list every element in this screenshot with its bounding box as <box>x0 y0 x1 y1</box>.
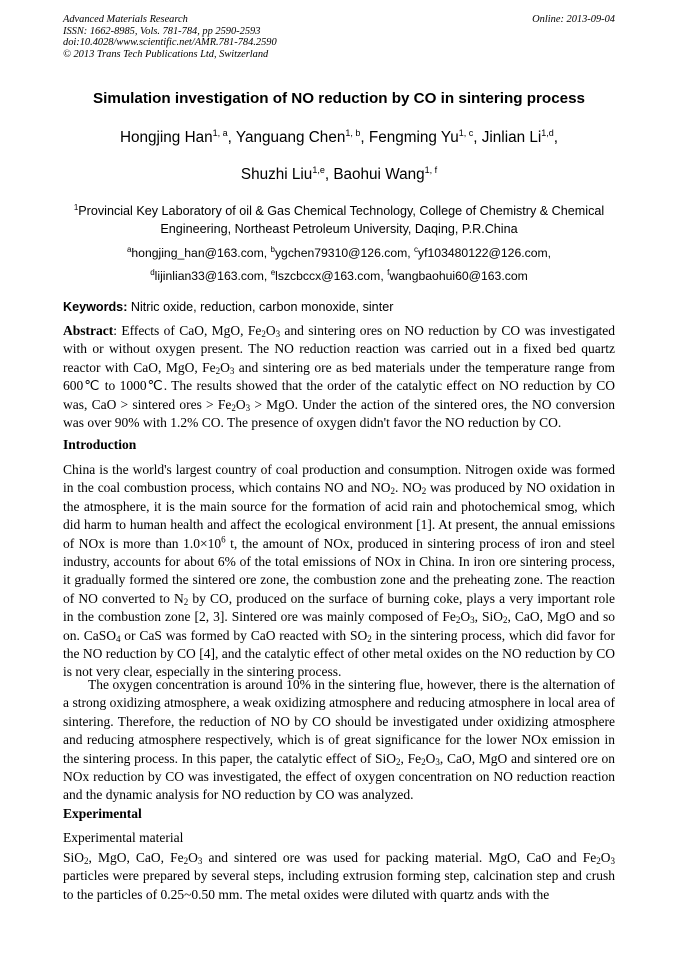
author-affiliation-mark: 1,e <box>312 164 325 175</box>
abstract-label: Abstract <box>63 323 114 338</box>
email-b: ygchen79310@126.com, <box>274 246 411 260</box>
section-heading-experimental: Experimental <box>63 806 142 821</box>
keywords-text: Nitric oxide, reduction, carbon monoxide, sinter <box>130 300 394 314</box>
author-affiliation-mark: 1, c <box>458 127 474 138</box>
email-line-2: $^d$lijinlian33@163.com, $^e$lszcbccx@163.com, $^f$wangbaohui60@163.com <box>150 267 528 283</box>
experimental-paragraph: SiO$_2$, MgO, CaO, $Fe_2O_3$ and sintered ore was used for packing material. MgO, CaO and $Fe_2O_3$ particles were prepared by several steps, including extrusion forming step, calcination step and crush to the particles of 0.25~0.50 mm. The metal oxides were diluted with quartz ands with the <box>63 850 615 902</box>
doi-line: doi:10.4028/www.scientific.net/AMR.781-784.2590 <box>63 37 277 49</box>
copyright-line: © 2013 Trans Tech Publications Ltd, Switzerland <box>63 48 269 60</box>
affiliation-line-2: Engineering, Northeast Petroleum University, Daqing, P.R.China <box>160 222 518 236</box>
email-d: lijinlian33@163.com, <box>154 269 268 283</box>
online-date: Online: 2013-09-04 <box>532 14 615 25</box>
email-line-1: $^a$hongjing_han@163.com, $^b$ygchen79310@126.com, $^c$yf103480122@126.com, <box>126 244 552 260</box>
email-a: hongjing_han@163.com, <box>131 246 268 260</box>
issn-line: ISSN: 1662-8985, Vols. 781-784, pp 2590-2593 <box>63 25 261 37</box>
journal-name: Advanced Materials Research <box>63 14 188 25</box>
paper-title: Simulation investigation of NO reduction by CO in sintering process <box>93 90 585 107</box>
author-name: Hongjing Han <box>119 129 213 146</box>
author-affiliation-mark: 1,d <box>541 127 554 138</box>
email-e: lszcbccx@163.com, <box>275 269 384 283</box>
author-affiliation-mark: 1, a <box>212 127 228 138</box>
author-affiliation-mark: 1, b <box>345 127 361 138</box>
keywords-label: Keywords: <box>63 300 128 314</box>
author-name: Fengming Yu <box>368 129 459 146</box>
author-name: Baohui Wang <box>333 166 425 183</box>
journal-header <box>63 14 277 60</box>
author-name: Shuzhi Liu <box>240 166 313 183</box>
author-name: Yanguang Chen <box>235 129 346 146</box>
affiliation-line-1: Provincial Key Laboratory of oil & Gas Chemical Technology, College of Chemistry & Chemical <box>78 204 605 218</box>
introduction-paragraph-1: China is the world's largest country of coal production and consumption. Nitrogen oxide was formed in the coal combustion process, which contains NO and $NO_2$. $NO_2$ was produced by NO oxidation in the atmosphere, it is the main source for the formation of acid rain and photochemical smog, which did harm to human health and affect the ecological environment [1]. At present, the annual emissions of NOx is more than $1.0\times 10^6$ t, the amount of NOx, produced in sintering process of iron and steel industry, accounts for about 6% of the total emissions of NOx in China. In iron ore sintering process, it gradually formed the sintered ore zone, the combustion zone and the preheating zone. The reaction of NO converted to $N_2$ by CO, produced on the surface of burning coke, plays a very important role in the combustion zone [2, 3]. Sintered ore was mainly composed of $Fe_2O_3$, SiO$_2$, CaO, MgO and so on. CaSO$_4$ or CaS was formed by CaO reacted with $SO_2$ in the sintering process, which did favor for the NO reduction by CO [4], and the catalytic effect of other metal oxides on the NO reduction by CO is not very clear, especially in the sintering process. <box>63 462 616 680</box>
section-heading-introduction: Introduction <box>63 437 137 452</box>
keywords <box>63 300 615 314</box>
email-f: wangbaohui60@163.com <box>389 269 528 283</box>
abstract-paragraph: Abstract: Effects of CaO, MgO, $Fe_2O_3$ and sintering ores on NO reduction by CO was investigated with or without oxygen present. The NO reduction reaction was carried out in a fixed bed quartz reactor with CaO, MgO, $Fe_2O_3$ and sintering ore as bed materials under the temperature range from 600℃ to 1000℃. The results showed that the order of the catalytic effect on NO reduction by CO was, CaO > sintered ores > $Fe_2O_3$ > MgO. Under the action of the sintered ores, the NO conversion was over 90% with 1.2% CO. The presence of oxygen didn't favor the NO reduction by CO. <box>63 323 616 431</box>
author-affiliation-mark: 1, f <box>424 164 438 175</box>
introduction-paragraph-2: The oxygen concentration is around 10% in the sintering flue, however, there is the alternation of a strong oxidizing atmosphere, a weak oxidizing atmosphere and reducing atmosphere in local area of sintering. Therefore, the reduction of NO by CO should be investigated under oxidizing atmosphere and reducing atmosphere respectively, which is of great significance for the lower NOx emission in the sintering process. In this paper, the catalytic effect of SiO$_2$, $Fe_2O_3$, CaO, MgO and sintered ore on NOx reduction by CO was investigated, the effect of oxygen concentration on NO reduction reaction and the dynamic analysis for NO reduction by CO was analyzed. <box>63 677 616 803</box>
affiliation <box>0 202 678 238</box>
author-line-2: Shuzhi Liu$^{1,e}$, Baohui Wang$^{1, f}$ <box>240 164 438 183</box>
author-name: Jinlian Li <box>481 129 542 146</box>
subsection-heading-experimental-material: Experimental material <box>63 830 184 845</box>
email-c: yf103480122@126.com, <box>418 246 552 260</box>
affiliation-mark: 1 <box>73 202 79 212</box>
author-line-1: Hongjing Han$^{1, a}$, Yanguang Chen$^{1, b}$, Fengming Yu$^{1, c}$, Jinlian Li$^{1,d}$, <box>119 127 559 146</box>
